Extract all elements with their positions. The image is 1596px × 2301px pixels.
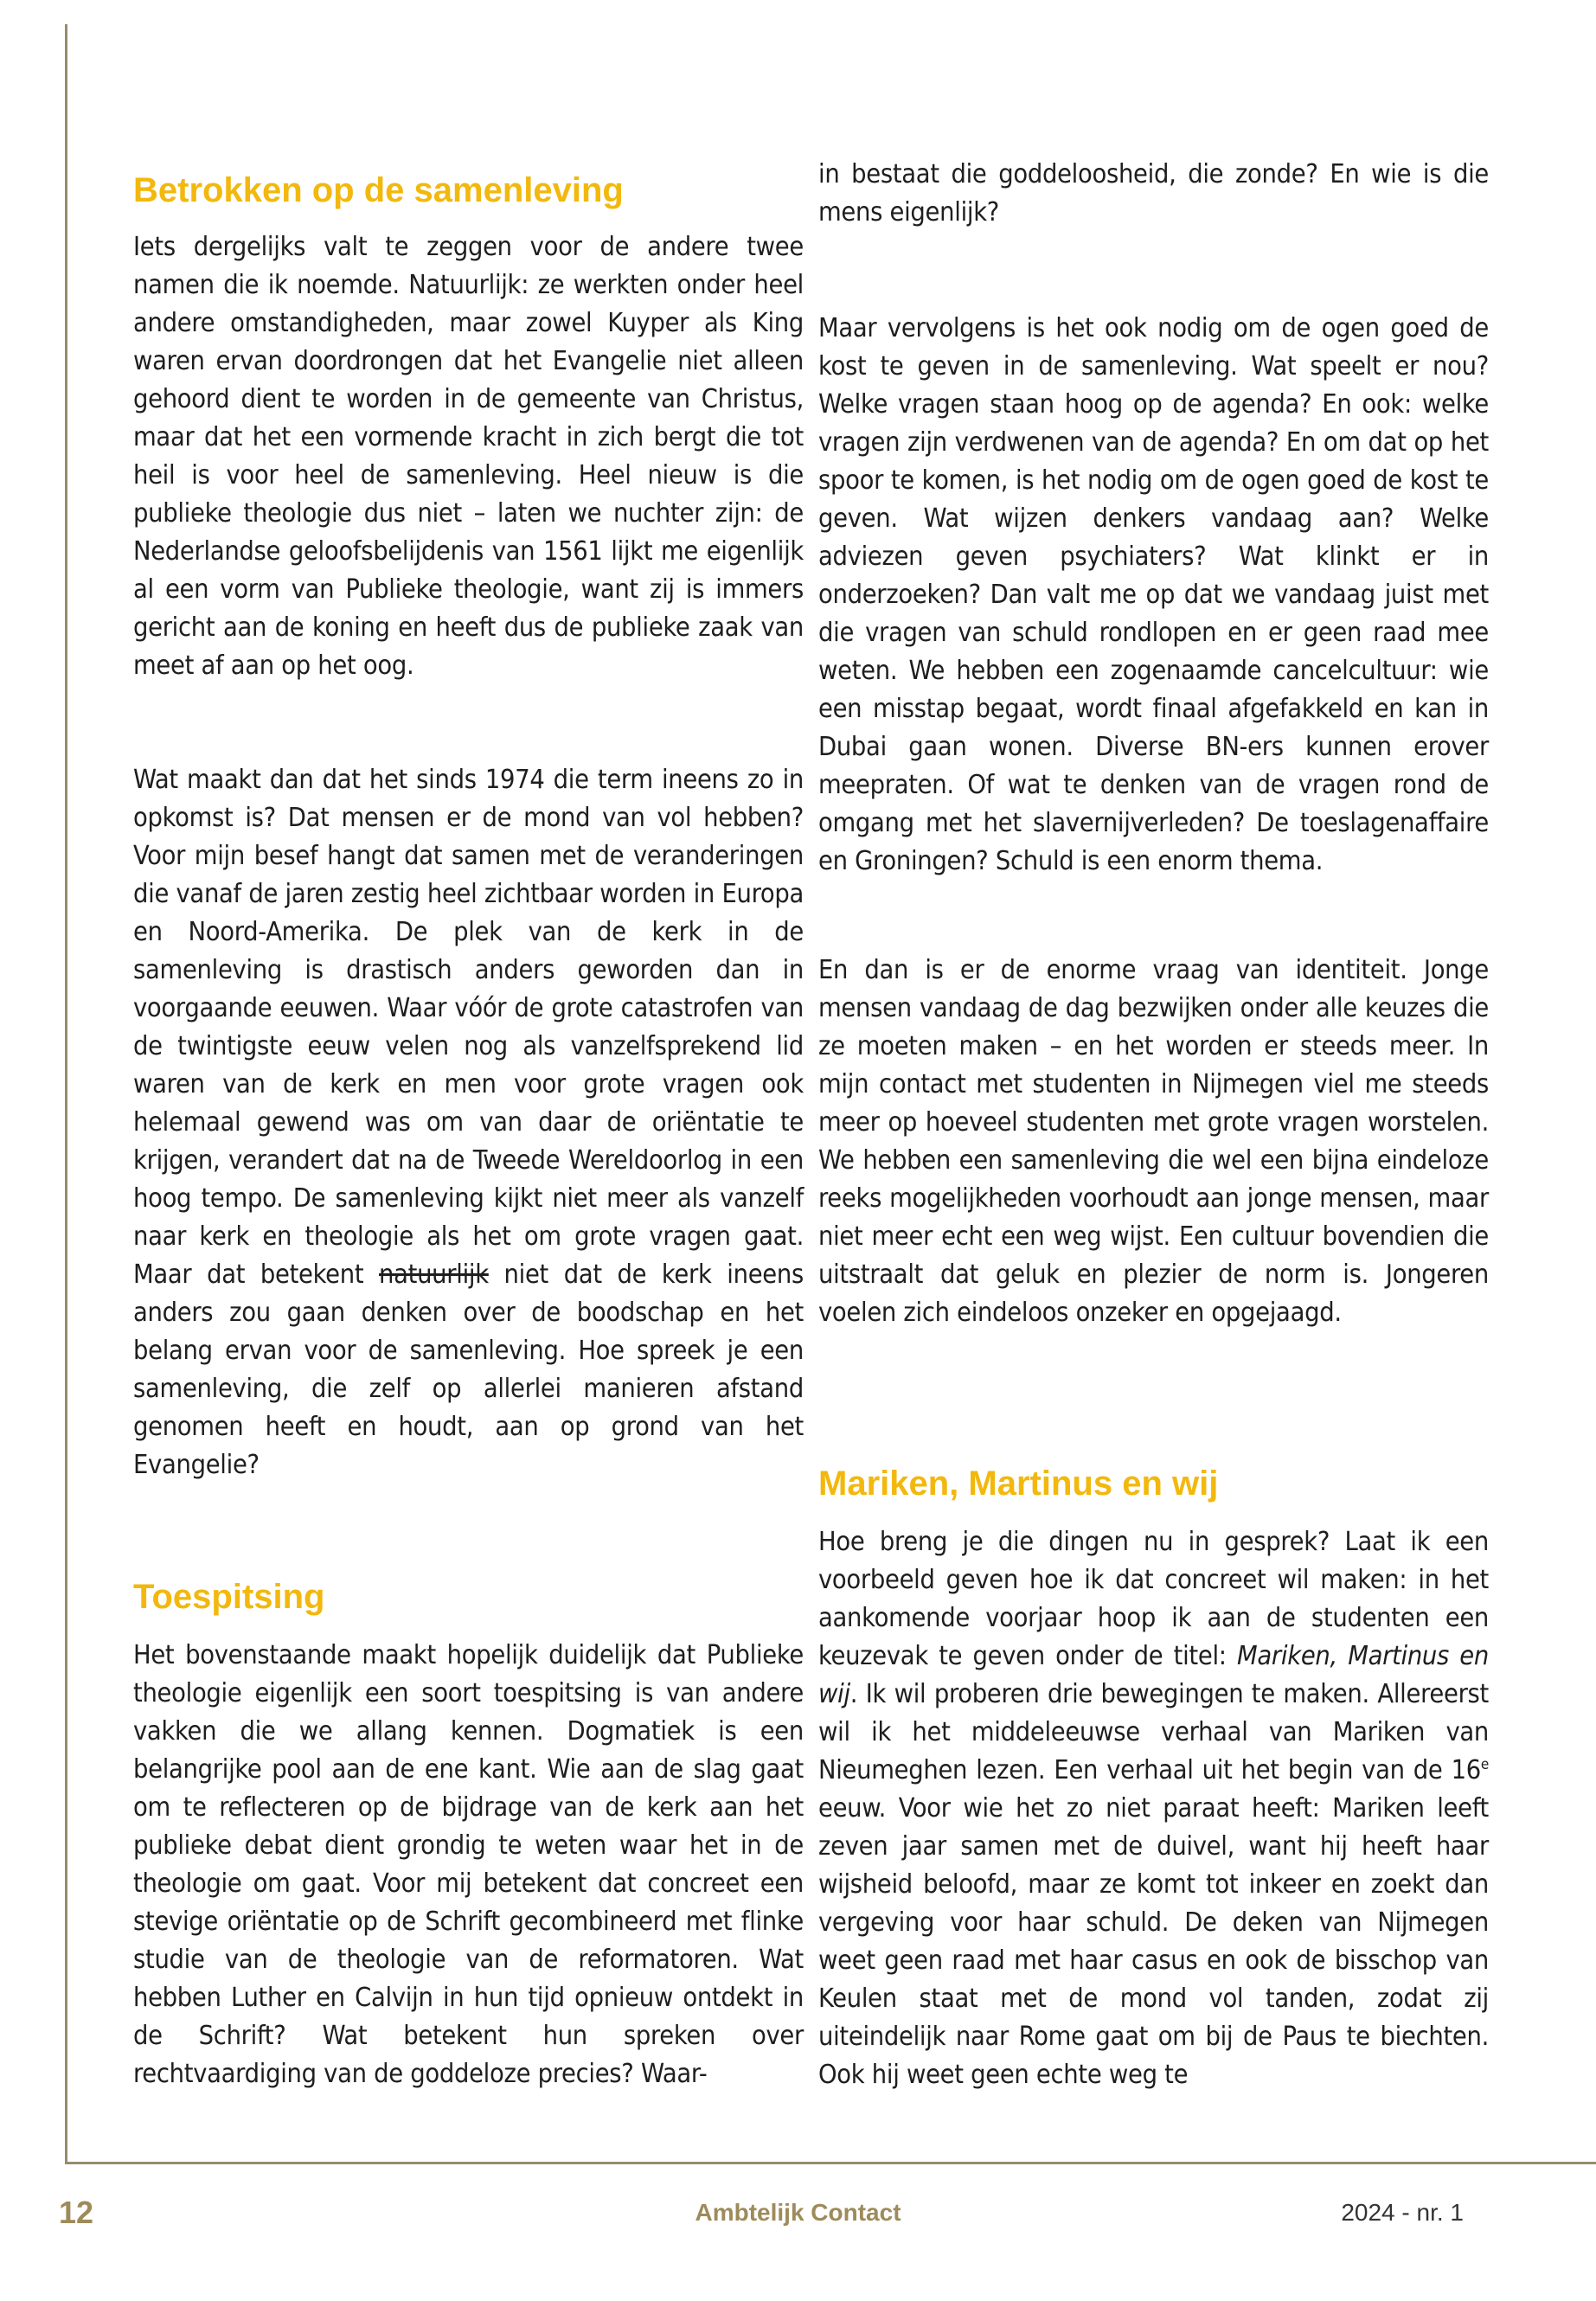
magazine-title: Ambtelijk Contact [695, 2199, 901, 2226]
paragraph: Het bovenstaande maakt hopelijk duidelijk dat Publieke theologie eigenlijk een soort toespitsing is van andere vakken die we allang kennen. Dogmatiek is een belangrijke pool aan de ene kant. Wie aan de slag gaat om te reflecteren op de bijdrage van de kerk aan het publieke debat dient grondig te weten waar het in de theologie om gaat. Voor mij betekent dat concreet een stevige oriëntatie op de Schrift gecombineerd met flinke studie van de theologie van de reformatoren. Wat hebben Luther en Calvijn in hun tijd opnieuw ontdekt in de Schrift? Wat betekent hun spreken over rechtvaardiging van de goddeloze precies? Waar- [133, 1640, 804, 2089]
heading-betrokken: Betrokken op de samenleving [133, 171, 624, 209]
paragraph: in bestaat die goddeloosheid, die zonde? En wie is die mens eigenlijk? [818, 159, 1489, 228]
paragraph: Iets dergelijks valt te zeggen voor de andere twee namen die ik noemde. Natuurlijk: ze werkten onder heel andere omstandigheden, maar zowel Kuyper als King waren ervan doordrongen dat het Evangelie niet alleen gehoord dient te worden in de gemeente van Christus, maar dat het een vormende kracht in zich bergt die tot heil is voor heel de samenleving. Heel nieuw is die publieke theologie dus niet – laten we nuchter zijn: de Nederlandse geloofsbelijdenis van 1561 lijkt me eigenlijk al een vorm van Publieke theologie, want zij is immers gericht aan de koning en heeft dus de publieke zaak van meet af aan op het oog. [133, 232, 804, 681]
horizontal-rule [65, 2162, 1596, 2164]
paragraph: En dan is er de enorme vraag van identiteit. Jonge mensen vandaag de dag bezwijken onder alle keuzes die ze moeten maken – en het worden er steeds meer. In mijn contact met studenten in Nijmegen viel me steeds meer op hoeveel studenten met grote vragen worstelen. We hebben een samenleving die wel een bijna eindeloze reeks mogelijkheden voorhoudt aan jonge mensen, maar niet meer echt een weg wijst. Een cultuur bovendien die uitstraalt dat geluk en plezier de norm is. Jongeren voelen zich eindeloos onzeker en opgejaagd. [818, 955, 1489, 1328]
page-number: 12 [59, 2195, 94, 2230]
superscript: e [1480, 1755, 1489, 1773]
issue-number: 2024 - nr. 1 [1341, 2199, 1464, 2226]
paragraph: Wat maakt dan dat het sinds 1974 die term ineens zo in opkomst is? Dat mensen er de mond van vol hebben? Voor mijn besef hangt dat samen met de veranderingen die vanaf de jaren zestig heel zichtbaar worden in Europa en Noord-Amerika. De plek van de kerk in de samenleving is drastisch anders geworden dan in voorgaande eeuwen. Waar vóór de grote catastrofen van de twintigste eeuw velen nog als vanzelfsprekend lid waren van de kerk en men voor grote vragen ook helemaal gewend was om van daar de oriëntatie te krijgen, verandert dat na de Tweede Wereldoorlog in een hoog tempo. De samenleving kijkt niet meer als vanzelf naar kerk en theologie als het om grote vragen gaat. Maar dat betekent natuurlijk niet dat de kerk ineens anders zou gaan denken over de boodschap en het belang ervan voor de samenleving. Hoe spreek je een samenleving, die zelf op allerlei manieren afstand genomen heeft en houdt, aan op grond van het Evangelie? [133, 765, 804, 1480]
course-title: Mariken, Martinus en wij [818, 1641, 1489, 1709]
paragraph: Hoe breng je die dingen nu in gesprek? Laat ik een voorbeeld geven hoe ik dat concreet wil maken: in het aankomende voorjaar hoop ik aan de studenten een keuzevak te geven onder de titel: Mariken, Martinus en wij. Ik wil proberen drie bewegingen te maken. Allereerst wil ik het middeleeuwse verhaal van Mariken van Nieumeghen lezen. Een verhaal uit het begin van de 16e eeuw. Voor wie het zo niet paraat heeft: Mariken leeft zeven jaar samen met de duivel, want hij heeft haar wijsheid beloofd, maar ze komt tot inkeer en zoekt dan vergeving voor haar schuld. De deken van Nijmegen weet geen raad met haar casus en ook de bisschop van Keulen staat met de mond vol tanden, zodat zij uiteindelijk naar Rome gaat om bij de Paus te biechten. Ook hij weet geen echte weg te [818, 1527, 1489, 2090]
paragraph: Maar vervolgens is het ook nodig om de ogen goed de kost te geven in de samenleving. Wat speelt er nou? Welke vragen staan hoog op de agenda? En ook: welke vragen zijn verdwenen van de agenda? En om dat op het spoor te komen, is het nodig om de ogen goed de kost te geven. Wat wijzen denkers vandaag aan? Welke adviezen geven psychiaters? Wat klinkt er in onderzoeken? Dan valt me op dat we vandaag juist met die vragen van schuld rondlopen en er geen raad mee weten. We hebben een zogenaamde cancelcultuur: wie een misstap begaat, wordt finaal afgefakkeld en kan in Dubai gaan wonen. Diverse BN-ers kunnen erover meepraten. Of wat te denken van de vragen rond de omgang met het slavernijverleden? De toeslagenaffaire en Groningen? Schuld is een enorm thema. [818, 313, 1489, 876]
vertical-rule [65, 24, 67, 2164]
heading-mariken: Mariken, Martinus en wij [818, 1465, 1219, 1503]
heading-toespitsing: Toespitsing [133, 1578, 325, 1616]
struck-word: natuurlijk [379, 1259, 489, 1290]
